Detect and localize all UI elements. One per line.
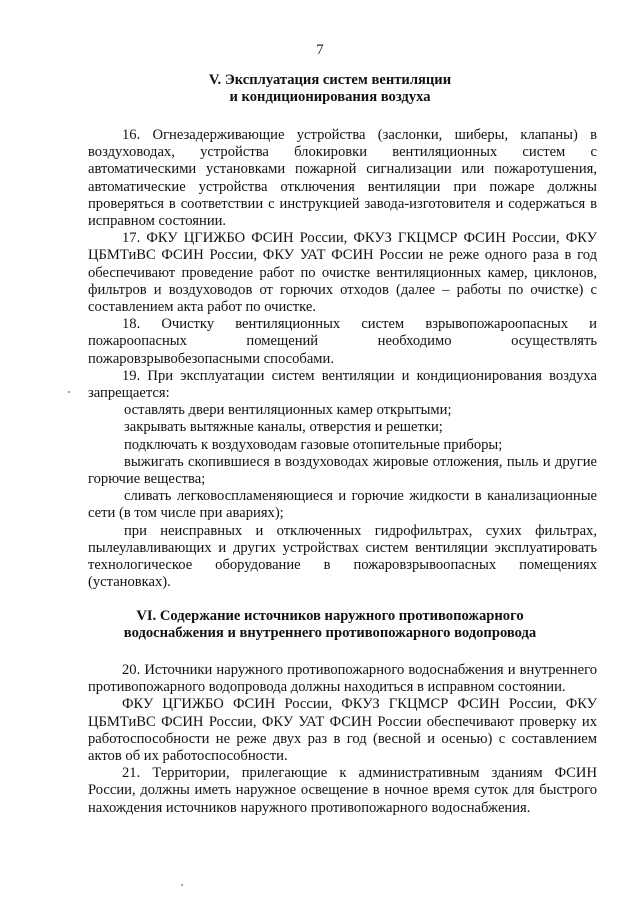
paragraph-19: 19. При эксплуатации систем вентиляции и кондиционирования воздуха запрещается: [88, 367, 597, 402]
section-5-title-line-1: V. Эксплуатация систем вентиляции [208, 72, 452, 88]
section-5-body [88, 127, 597, 591]
scan-speck [68, 391, 70, 393]
prohibition-item: закрывать вытяжные каналы, отверстия и решетки; [124, 419, 443, 436]
prohibition-item: оставлять двери вентиляционных камер открытыми; [124, 402, 452, 419]
paragraph-18: 18. Очистку вентиляционных систем взрывопожароопасных и пожароопасных помещений необходимо осуществлять пожаровзрывобезопасными способами. [88, 316, 597, 367]
section-5-title [80, 72, 580, 106]
paragraph-20: 20. Источники наружного противопожарного водоснабжения и внутреннего противопожарного водопровода должны находиться в исправном состоянии. [88, 662, 597, 696]
section-6-title-line-2: водоснабжения и внутреннего противопожарного водопровода [123, 625, 537, 642]
page-number: 7 [316, 42, 324, 58]
paragraph-20-continued: ФКУ ЦГИЖБО ФСИН России, ФКУЗ ГКЦМСР ФСИН России, ФКУ ЦБМТиВС ФСИН России, ФКУ УАТ ФСИН России обеспечивают проверку их работоспособности не реже двух раз в год (весной и осенью) с составлением актов об их работоспособности. [88, 696, 597, 765]
prohibition-item: подключать к воздуховодам газовые отопительные приборы; [124, 436, 503, 453]
section-5-title-line-2: и кондиционирования воздуха [229, 89, 431, 106]
section-6-body [88, 662, 597, 817]
prohibition-item: при неисправных и отключенных гидрофильтрах, сухих фильтрах, пылеулавливающих и других устройствах систем вентиляции эксплуатировать технологическое оборудование в пожаровзрывоопасных помещениях (установках). [88, 522, 597, 591]
section-6-title-line-1: VI. Содержание источников наружного противопожарного [136, 608, 524, 624]
prohibition-item: сливать легковоспламеняющиеся и горючие жидкости в канализационные сети (в том числе при авариях); [88, 488, 597, 522]
paragraph-21: 21. Территории, прилегающие к административным зданиям ФСИН России, должны иметь наружное освещение в ночное время суток для быстрого нахождения источников наружного противопожарного водоснабжения. [88, 765, 597, 816]
paragraph-16: 16. Огнезадерживающие устройства (заслонки, шиберы, клапаны) в воздуховодах, устройства блокировки вентиляционных систем с автоматическими установками пожарной сигнализации или пожаротушения, автоматические устройства отключения вентиляции при пожаре должны проверяться в соответствии с инструкцией завода-изготовителя и содержаться в исправном состоянии. [88, 127, 597, 230]
scan-speck [181, 884, 183, 886]
paragraph-17: 17. ФКУ ЦГИЖБО ФСИН России, ФКУЗ ГКЦМСР ФСИН России, ФКУ ЦБМТиВС ФСИН России, ФКУ УАТ ФСИН России не реже одного раза в год обеспечивают проведение работ по очистке вентиляционных камер, циклонов, фильтров и воздуховодов от горючих отходов (далее – работы по очистке) с составлением акта работ по очистке. [88, 230, 597, 316]
section-6-title [80, 608, 580, 642]
prohibition-item: выжигать скопившиеся в воздуховодах жировые отложения, пыль и другие горючие вещества; [88, 453, 597, 488]
